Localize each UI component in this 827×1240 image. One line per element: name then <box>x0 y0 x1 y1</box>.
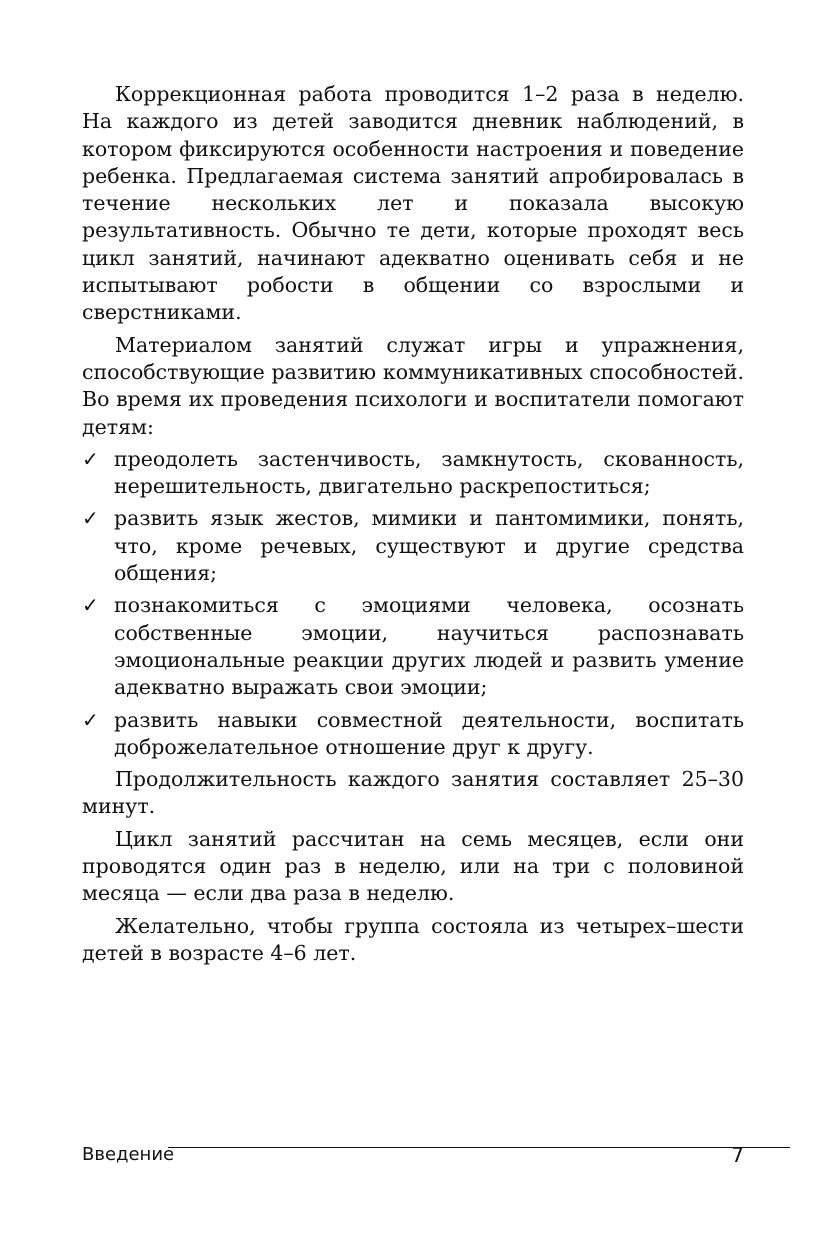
list-item <box>82 592 744 701</box>
paragraph-correction-work: Коррекционная работа проводится 1–2 раза в неделю. На каждого из детей заводится дневник наблюдений, в котором фиксируются особенности настроения и поведение ребенка. Предлагаемая система занятий апробировалась в течение нескольких лет и показала высокую результативность. Обычно те дети, которые проходят весь цикл занятий, начинают адекватно оценивать себя и не испытывают робости в общении со взрослыми и сверстниками. <box>82 82 744 325</box>
page-number: 7 <box>731 1143 744 1167</box>
goals-list <box>82 446 744 761</box>
paragraph-duration: Продолжительность каждого занятия составляет 25–30 минут. <box>82 767 744 819</box>
check-icon: ✓ <box>82 593 99 618</box>
check-icon: ✓ <box>82 707 99 732</box>
footer-divider <box>168 1147 790 1148</box>
page-footer <box>82 1140 744 1170</box>
list-item-text: развить язык жестов, мимики и пантомимики, понять, что, кроме речевых, существуют и другие средства общения; <box>114 506 744 586</box>
list-item-text: преодолеть застенчивость, замкнутость, скованность, нерешительность, двигательно раскрепоститься; <box>114 446 744 499</box>
list-item-text: развить навыки совместной деятельности, воспитать доброжелательное отношение друг к другу. <box>114 707 744 759</box>
check-icon: ✓ <box>82 506 99 531</box>
paragraph-group-size: Желательно, чтобы группа состояла из четырех–шести детей в возрасте 4–6 лет. <box>82 913 744 965</box>
paragraph-cycle: Цикл занятий рассчитан на семь месяцев, если они проводятся один раз в неделю, или на три с половиной месяца — если два раза в неделю. <box>82 826 744 906</box>
list-item <box>82 707 744 762</box>
paragraph-material: Материалом занятий служат игры и упражнения, способствующие развитию коммуникативных способностей. Во время их проведения психологи и воспитатели помогают детям: <box>82 332 744 439</box>
list-item <box>82 505 744 587</box>
check-icon: ✓ <box>82 446 99 471</box>
section-title: Введение <box>82 1144 175 1165</box>
list-item <box>82 446 744 501</box>
list-item-text: познакомиться с эмоциями человека, осознать собственные эмоции, научиться распознавать эмоциональные реакции других людей и развить умение адекватно выражать свои эмоции; <box>114 593 744 700</box>
body-text <box>82 81 744 972</box>
